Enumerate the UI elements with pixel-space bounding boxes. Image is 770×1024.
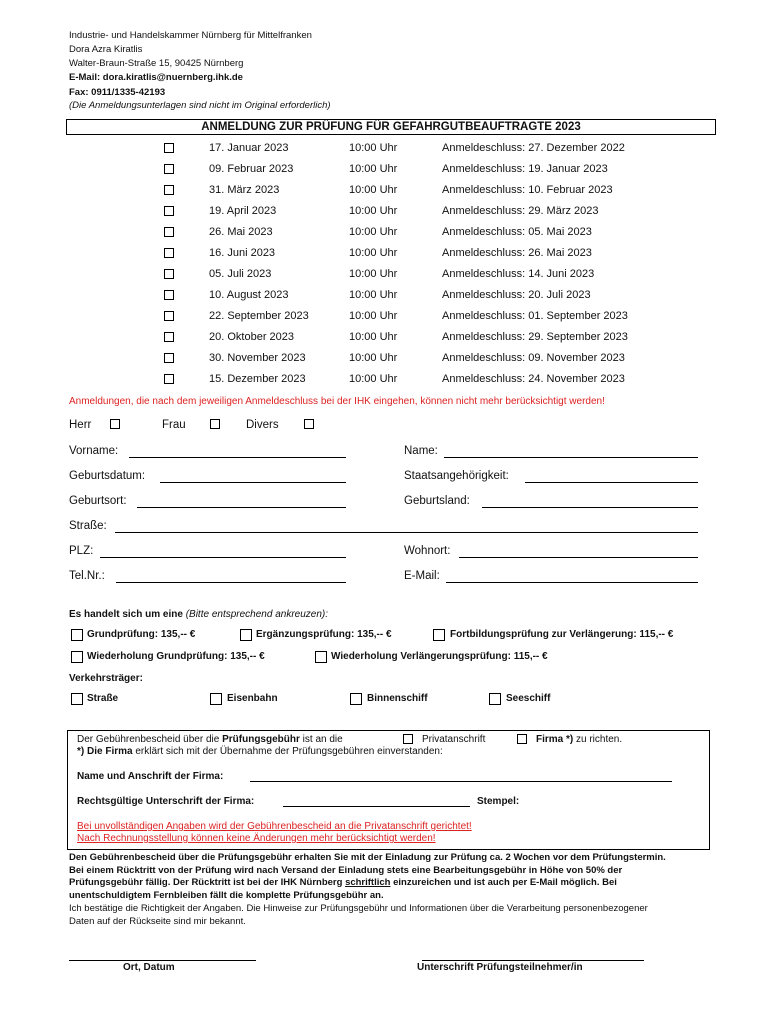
fee-line-1-end: zu richten. (576, 734, 623, 745)
exam-time: 10:00 Uhr (349, 352, 398, 364)
exam-date: 20. Oktober 2023 (209, 331, 295, 343)
exam-deadline: Anmeldeschluss: 10. Februar 2023 (442, 184, 613, 196)
carrier-binnenschiff-checkbox[interactable] (350, 693, 362, 705)
participant-signature-label: Unterschrift Prüfungsteilnehmer/in (417, 962, 583, 973)
salutation-divers-label: Divers (246, 419, 279, 431)
exam-date: 22. September 2023 (209, 310, 309, 322)
fee-private-label: Privatanschrift (422, 734, 486, 745)
participant-signature-field[interactable] (422, 960, 644, 961)
geburtsort-label: Geburtsort: (69, 495, 127, 507)
grundpruefung-checkbox[interactable] (71, 629, 83, 641)
info-line-5: Ich bestätige die Richtigkeit der Angaben. Die Hinweise zur Prüfungsgebühr und Informationen über die Verarbeitung personenbezogener (69, 903, 648, 914)
carrier-strasse-label: Straße (87, 693, 119, 704)
exam-deadline: Anmeldeschluss: 05. Mai 2023 (442, 226, 592, 238)
exam-date: 17. Januar 2023 (209, 142, 289, 154)
exam-date-checkbox[interactable] (164, 353, 174, 363)
stamp-label: Stempel: (477, 796, 520, 807)
firm-signature-label: Rechtsgültige Unterschrift der Firma: (77, 796, 255, 807)
geburtsland-field[interactable] (482, 507, 698, 508)
carriers-heading: Verkehrsträger: (69, 673, 143, 684)
exam-deadline: Anmeldeschluss: 20. Juli 2023 (442, 289, 591, 301)
info-line-2: Bei einem Rücktritt von der Prüfung wird nach Versand der Einladung stets eine Bearbeitungsgebühr in Höhe von 50% der (69, 865, 623, 876)
exam-date: 30. November 2023 (209, 352, 306, 364)
plz-label: PLZ: (69, 545, 94, 557)
geburtsdatum-field[interactable] (160, 482, 346, 483)
exam-time: 10:00 Uhr (349, 268, 398, 280)
fee-firm-line (536, 734, 622, 745)
info-line-3 (69, 877, 617, 888)
contact-fax: Fax: 0911/1335-42193 (69, 87, 166, 98)
exam-date-checkbox[interactable] (164, 332, 174, 342)
info-line-4: unentschuldigtem Fernbleiben fällt die komplette Prüfungsgebühr an. (69, 890, 384, 901)
exam-date: 15. Dezember 2023 (209, 373, 306, 385)
wiederholung-grundpruefung-checkbox[interactable] (71, 651, 83, 663)
grundpruefung-label: Grundprüfung: 135,-- € (87, 629, 196, 640)
info-line-3-end: einzureichen und ist auch per E-Mail möglich. Bei (393, 877, 617, 888)
exam-deadline: Anmeldeschluss: 26. Mai 2023 (442, 247, 592, 259)
email-field[interactable] (446, 582, 698, 583)
carrier-eisenbahn-checkbox[interactable] (210, 693, 222, 705)
info-line-3-start: Prüfungsgebühr fällig. Der Rücktritt ist bei der IHK Nürnberg (69, 877, 343, 888)
strasse-label: Straße: (69, 520, 107, 532)
name-label: Name: (404, 445, 438, 457)
exam-deadline: Anmeldeschluss: 14. Juni 2023 (442, 268, 595, 280)
exam-date: 31. März 2023 (209, 184, 280, 196)
carrier-binnenschiff-label: Binnenschiff (367, 693, 428, 704)
email-label: E-Mail: (404, 570, 440, 582)
fee-private-checkbox[interactable] (403, 734, 413, 744)
exam-date-checkbox[interactable] (164, 374, 174, 384)
ergaenzungspruefung-label: Ergänzungsprüfung: 135,-- € (256, 629, 392, 640)
salutation-frau-checkbox[interactable] (210, 419, 220, 429)
carrier-seeschiff-label: Seeschiff (506, 693, 551, 704)
exam-time: 10:00 Uhr (349, 289, 398, 301)
fortbildungspruefung-checkbox[interactable] (433, 629, 445, 641)
exam-time: 10:00 Uhr (349, 310, 398, 322)
org-address: Walter-Braun-Straße 15, 90425 Nürnberg (69, 58, 244, 69)
exam-deadline: Anmeldeschluss: 29. September 2023 (442, 331, 628, 343)
fortbildungspruefung-label: Fortbildungsprüfung zur Verlängerung: 115,-- € (450, 629, 674, 640)
exam-date-checkbox[interactable] (164, 311, 174, 321)
exam-time: 10:00 Uhr (349, 142, 398, 154)
firm-name-field[interactable] (250, 781, 672, 782)
firm-name-label: Name und Anschrift der Firma: (77, 771, 224, 782)
exam-date-checkbox[interactable] (164, 227, 174, 237)
exam-time: 10:00 Uhr (349, 184, 398, 196)
exam-time: 10:00 Uhr (349, 226, 398, 238)
exam-type-heading: Es handelt sich um eine (69, 609, 183, 620)
fee-firm-checkbox[interactable] (517, 734, 527, 744)
late-registration-warning: Anmeldungen, die nach dem jeweiligen Anmeldeschluss bei der IHK eingehen, können nicht mehr berücksichtigt werden! (69, 396, 605, 407)
exam-time: 10:00 Uhr (349, 331, 398, 343)
salutation-herr-checkbox[interactable] (110, 419, 120, 429)
plz-field[interactable] (100, 557, 346, 558)
fee-line-1-bold: Prüfungsgebühr (222, 734, 300, 745)
exam-date: 19. April 2023 (209, 205, 277, 217)
tel-field[interactable] (116, 582, 346, 583)
carrier-strasse-checkbox[interactable] (71, 693, 83, 705)
staatsangehoerigkeit-field[interactable] (525, 482, 698, 483)
geburtsdatum-label: Geburtsdatum: (69, 470, 146, 482)
fee-firm-label: Firma *) (536, 734, 574, 745)
exam-date-checkbox[interactable] (164, 269, 174, 279)
exam-date: 16. Juni 2023 (209, 247, 276, 259)
place-date-label: Ort, Datum (123, 962, 175, 973)
vorname-label: Vorname: (69, 445, 119, 457)
incomplete-warning: Bei unvollständigen Angaben wird der Gebührenbescheid an die Privatanschrift gerichtet! (77, 821, 472, 832)
name-field[interactable] (444, 457, 698, 458)
exam-date: 09. Februar 2023 (209, 163, 294, 175)
exam-deadline: Anmeldeschluss: 24. November 2023 (442, 373, 625, 385)
fee-line-2 (77, 746, 443, 757)
exam-date-checkbox[interactable] (164, 206, 174, 216)
staatsangehoerigkeit-label: Staatsangehörigkeit: (404, 470, 509, 482)
exam-deadline: Anmeldeschluss: 29. März 2023 (442, 205, 599, 217)
exam-deadline: Anmeldeschluss: 19. Januar 2023 (442, 163, 608, 175)
exam-date-checkbox[interactable] (164, 164, 174, 174)
firm-signature-field[interactable] (283, 806, 470, 807)
vorname-field[interactable] (129, 457, 346, 458)
wohnort-field[interactable] (459, 557, 698, 558)
contact-email: E-Mail: dora.kiratlis@nuernberg.ihk.de (69, 72, 243, 83)
exam-date-checkbox[interactable] (164, 248, 174, 258)
place-date-field[interactable] (69, 960, 256, 961)
exam-deadline: Anmeldeschluss: 01. September 2023 (442, 310, 628, 322)
exam-date-checkbox[interactable] (164, 143, 174, 153)
wohnort-label: Wohnort: (404, 545, 451, 557)
exam-date: 26. Mai 2023 (209, 226, 273, 238)
fee-line-2-text: erklärt sich mit der Übernahme der Prüfungsgebühren einverstanden: (135, 746, 443, 757)
salutation-frau-label: Frau (162, 419, 186, 431)
exam-date-checkbox[interactable] (164, 185, 174, 195)
geburtsort-field[interactable] (137, 507, 346, 508)
geburtsland-label: Geburtsland: (404, 495, 470, 507)
fee-line-2-bold: *) Die Firma (77, 746, 133, 757)
exam-date-checkbox[interactable] (164, 290, 174, 300)
info-line-3-underlined: schriftlich (345, 877, 391, 888)
info-line-6: Daten auf der Rückseite sind mir bekannt. (69, 916, 246, 927)
info-line-1: Den Gebührenbescheid über die Prüfungsgebühr erhalten Sie mit der Einladung zur Prüfung ca. 2 Wochen vor dem Prüfungstermin. (69, 852, 666, 863)
fee-line-1 (77, 734, 343, 745)
exam-time: 10:00 Uhr (349, 373, 398, 385)
fee-line-1-start: Der Gebührenbescheid über die (77, 734, 220, 745)
contact-person: Dora Azra Kiratlis (69, 44, 143, 55)
ergaenzungspruefung-checkbox[interactable] (240, 629, 252, 641)
salutation-divers-checkbox[interactable] (304, 419, 314, 429)
carrier-seeschiff-checkbox[interactable] (489, 693, 501, 705)
exam-time: 10:00 Uhr (349, 205, 398, 217)
exam-date: 10. August 2023 (209, 289, 289, 301)
exam-time: 10:00 Uhr (349, 247, 398, 259)
tel-label: Tel.Nr.: (69, 570, 105, 582)
exam-deadline: Anmeldeschluss: 09. November 2023 (442, 352, 625, 364)
originals-note: (Die Anmeldungsunterlagen sind nicht im Original erforderlich) (69, 100, 331, 111)
form-title: ANMELDUNG ZUR PRÜFUNG FÜR GEFAHRGUTBEAUFTRAGTE 2023 (66, 119, 716, 135)
exam-type-heading-line (69, 609, 328, 620)
strasse-field[interactable] (115, 532, 698, 533)
exam-type-hint: (Bitte entsprechend ankreuzen): (185, 609, 329, 620)
exam-date: 05. Juli 2023 (209, 268, 272, 280)
exam-time: 10:00 Uhr (349, 163, 398, 175)
exam-deadline: Anmeldeschluss: 27. Dezember 2022 (442, 142, 625, 154)
no-changes-warning: Nach Rechnungsstellung können keine Änderungen mehr berücksichtigt werden! (77, 833, 436, 844)
salutation-herr-label: Herr (69, 419, 92, 431)
wiederholung-grundpruefung-label: Wiederholung Grundprüfung: 135,-- € (87, 651, 265, 662)
wiederholung-verlaengerung-checkbox[interactable] (315, 651, 327, 663)
org-name: Industrie- und Handelskammer Nürnberg für Mittelfranken (69, 30, 312, 41)
carrier-eisenbahn-label: Eisenbahn (227, 693, 278, 704)
fee-line-1-mid: ist an die (302, 734, 343, 745)
wiederholung-verlaengerung-label: Wiederholung Verlängerungsprüfung: 115,-- € (331, 651, 548, 662)
